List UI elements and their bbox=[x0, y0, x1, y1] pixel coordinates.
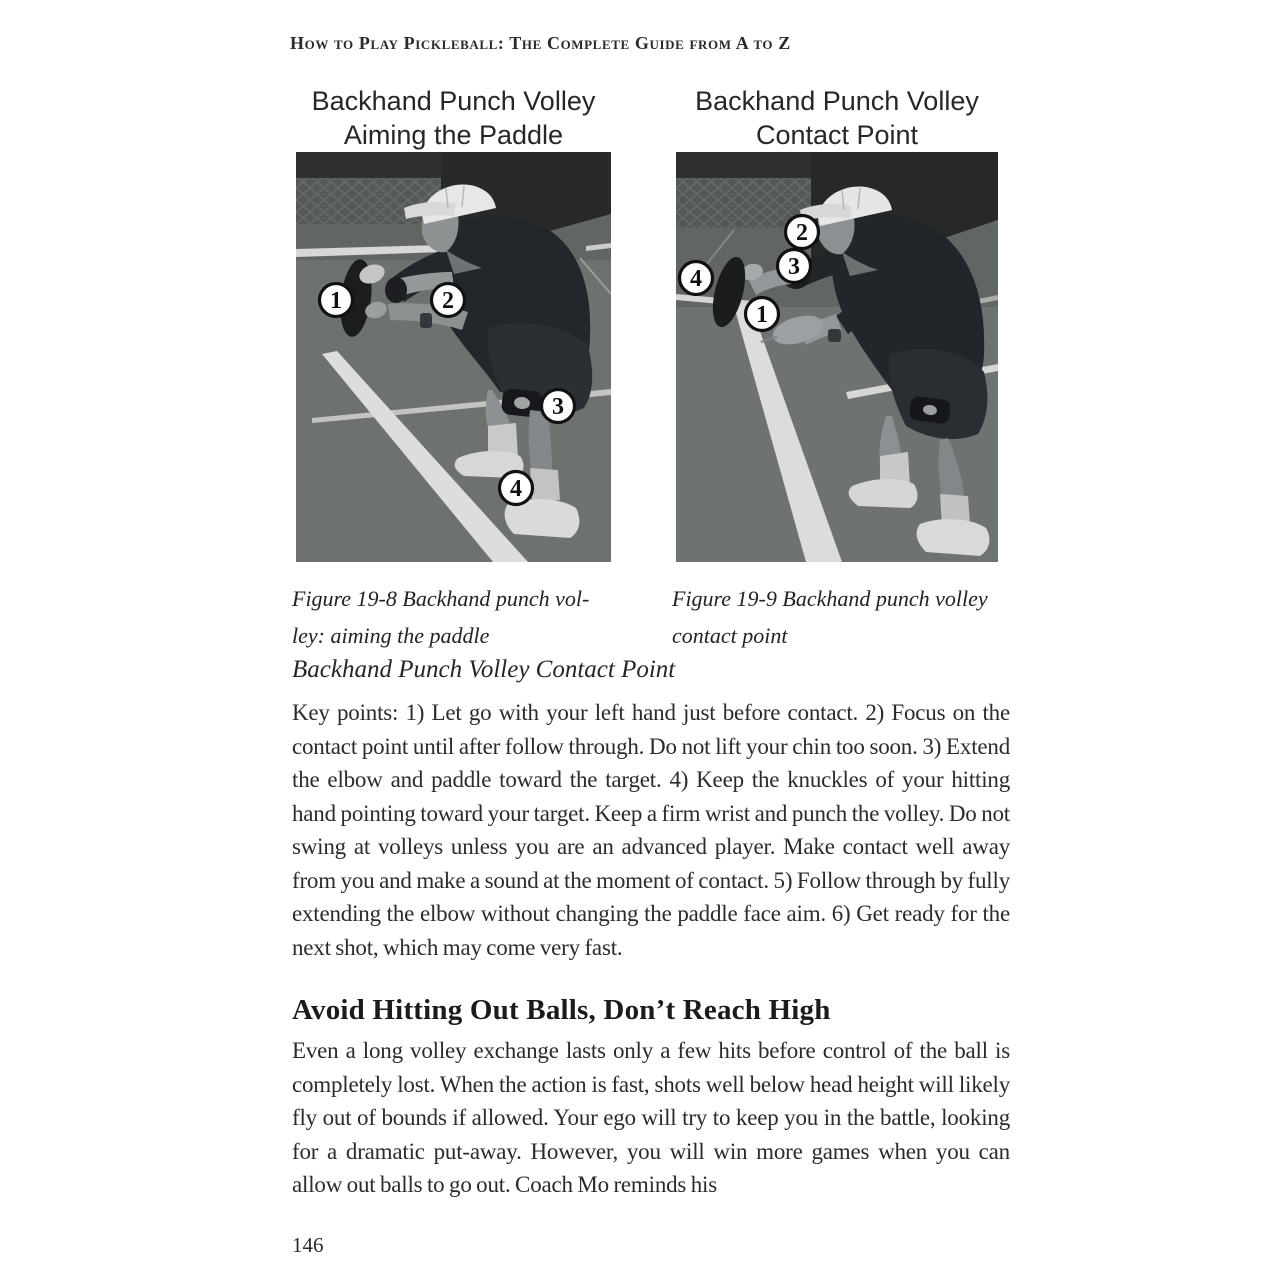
court-photo-svg bbox=[296, 152, 611, 562]
figure-title-line2: Aiming the Paddle bbox=[343, 120, 564, 150]
figure-title bbox=[676, 84, 998, 152]
marker-1-label: 1 bbox=[330, 288, 342, 314]
key-points-paragraph: Key points: 1) Let go with your left hand just before contact. 2) Focus on the contact point until after follow through. Do not lift your chin too soon. 3) Extend the elbow and paddle toward the target. 4) Keep the knuckles of your hitting hand pointing toward your target. Keep a firm wrist and punch the volley. Do not swing at volleys unless you are an advanced player. Make contact well away from you and make a sound at the moment of contact. 5) Follow through by fully extending the elbow without changing the paddle face aim. 6) Get ready for the next shot, which may come very fast. bbox=[292, 700, 1010, 960]
court-photo-svg bbox=[676, 152, 998, 562]
marker-2-label: 2 bbox=[796, 220, 808, 246]
marker-1-label: 1 bbox=[756, 302, 768, 328]
marker-3 bbox=[778, 250, 811, 283]
marker-3-label: 3 bbox=[788, 254, 800, 280]
running-header: How to Play Pickleball: The Complete Guide from A to Z bbox=[290, 33, 791, 53]
caption-line2: contact point bbox=[672, 623, 788, 648]
marker-2-label: 2 bbox=[442, 288, 454, 314]
figure-19-8 bbox=[292, 84, 611, 654]
photo-backhand-aiming-paddle bbox=[296, 152, 611, 562]
caption-line1: Figure 19-9 Backhand punch volley bbox=[672, 586, 988, 611]
figure-caption bbox=[672, 580, 998, 654]
figure-title-line2: Contact Point bbox=[755, 120, 919, 150]
marker-2 bbox=[432, 284, 465, 317]
text-block bbox=[292, 654, 1010, 1202]
page-number: 146 bbox=[292, 1233, 324, 1257]
figure-19-9 bbox=[672, 84, 998, 654]
marker-3 bbox=[542, 390, 575, 423]
section-paragraph: Even a long volley exchange lasts only a few hits before control of the ball is completely lost. When the action is fast, shots well below head height will likely fly out of bounds if allowed. Your ego will try to keep you in the battle, looking for a dramatic put-away. However, you will win more games when you can allow out balls to go out. Coach Mo reminds his bbox=[292, 1038, 1010, 1197]
marker-1 bbox=[320, 284, 353, 317]
marker-4-label: 4 bbox=[510, 476, 522, 502]
figure-title-line1: Backhand Punch Volley bbox=[695, 86, 979, 116]
figure-title bbox=[296, 84, 611, 152]
marker-3-label: 3 bbox=[552, 394, 564, 420]
figure-title-line1: Backhand Punch Volley bbox=[311, 86, 596, 116]
figure-caption bbox=[292, 580, 611, 654]
photo-backhand-contact-point bbox=[676, 152, 998, 562]
marker-4 bbox=[500, 472, 533, 505]
caption-line1: Figure 19-8 Backhand punch vol- bbox=[292, 586, 590, 611]
subheading: Backhand Punch Volley Contact Point bbox=[292, 656, 676, 683]
section-heading: Avoid Hitting Out Balls, Don’t Reach High bbox=[292, 994, 831, 1026]
marker-1 bbox=[746, 298, 779, 331]
marker-2 bbox=[786, 216, 819, 249]
caption-line2: ley: aiming the paddle bbox=[292, 623, 490, 648]
marker-4 bbox=[680, 262, 713, 295]
marker-4-label: 4 bbox=[690, 266, 702, 292]
